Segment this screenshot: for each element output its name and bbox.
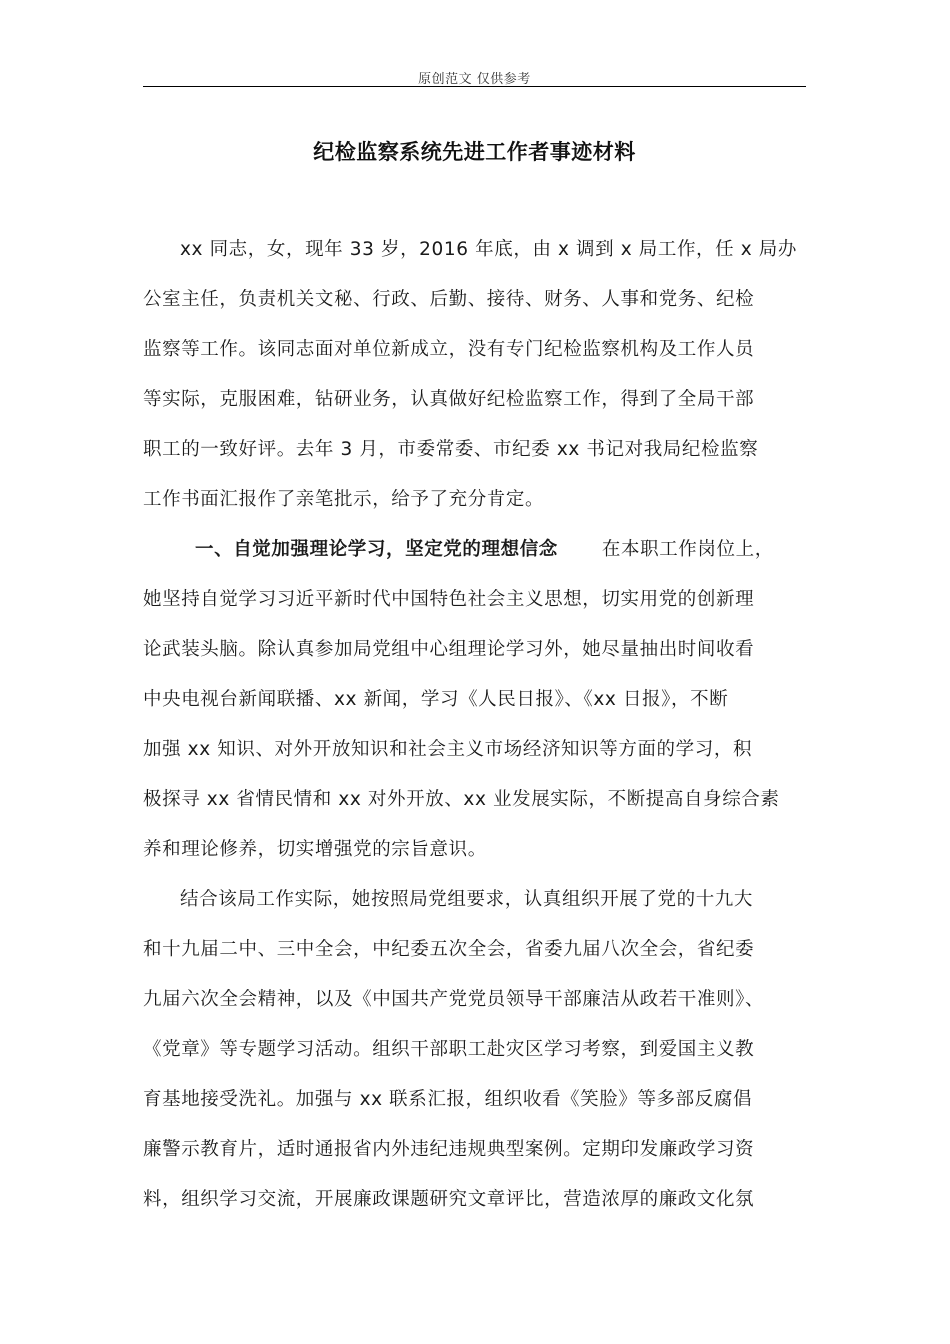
text-line: 料，组织学习交流，开展廉政课题研究文章评比，营造浓厚的廉政文化氛 [143, 1189, 755, 1210]
text-line: 极探寻 xx 省情民情和 xx 对外开放、xx 业发展实际，不断提高自身综合素 [143, 789, 780, 810]
text-line: 公室主任，负责机关文秘、行政、后勤、接待、财务、人事和党务、纪检 [143, 289, 755, 310]
text-line: xx 同志，女，现年 33 岁，2016 年底，由 x 调到 x 局工作，任 x 局办 [180, 239, 797, 260]
paragraph-intro [143, 230, 806, 530]
text-line: 廉警示教育片，适时通报省内外违纪违规典型案例。定期印发廉政学习资 [143, 1139, 755, 1160]
text-line: 等实际，克服困难，钻研业务，认真做好纪检监察工作，得到了全局干部 [143, 389, 755, 410]
text-line: 职工的一致好评。去年 3 月，市委常委、市纪委 xx 书记对我局纪检监察 [143, 439, 759, 460]
text-line: 工作书面汇报作了亲笔批示，给予了充分肯定。 [143, 489, 545, 510]
page-header: 原创范文 仅供参考 [418, 72, 531, 87]
text-line: 中央电视台新闻联播、xx 新闻，学习《人民日报》、《xx 日报》，不断 [143, 689, 729, 710]
text-line: 和十九届二中、三中全会，中纪委五次全会，省委九届八次全会，省纪委 [143, 939, 755, 960]
text-line: 九届六次全会精神，以及《中国共产党党员领导干部廉洁从政若干准则》、 [143, 989, 765, 1010]
text-line: 结合该局工作实际，她按照局党组要求，认真组织开展了党的十九大 [180, 889, 754, 910]
text-line: 《党章》等专题学习活动。组织干部职工赴灾区学习考察，到爱国主义教 [143, 1039, 755, 1060]
paragraph-organized-study [143, 880, 806, 1230]
heading-line [143, 530, 806, 580]
section-heading: 一、自觉加强理论学习，坚定党的理想信念 [195, 539, 558, 560]
text-line: 监察等工作。该同志面对单位新成立，没有专门纪检监察机构及工作人员 [143, 339, 755, 360]
document-body [143, 230, 806, 1230]
document-title: 纪检监察系统先进工作者事迹材料 [313, 140, 636, 164]
paragraph-theory-study [143, 530, 806, 880]
text-line: 育基地接受洗礼。加强与 xx 联系汇报，组织收看《笑脸》等多部反腐倡 [143, 1089, 753, 1110]
heading-tail-text: 在本职工作岗位上， [601, 539, 774, 560]
header-divider [143, 86, 806, 87]
text-line: 养和理论修养，切实增强党的宗旨意识。 [143, 839, 487, 860]
text-line: 她坚持自觉学习习近平新时代中国特色社会主义思想，切实用党的创新理 [143, 589, 755, 610]
text-line: 加强 xx 知识、对外开放知识和社会主义市场经济知识等方面的学习，积 [143, 739, 753, 760]
text-line: 论武装头脑。除认真参加局党组中心组理论学习外，她尽量抽出时间收看 [143, 639, 755, 660]
